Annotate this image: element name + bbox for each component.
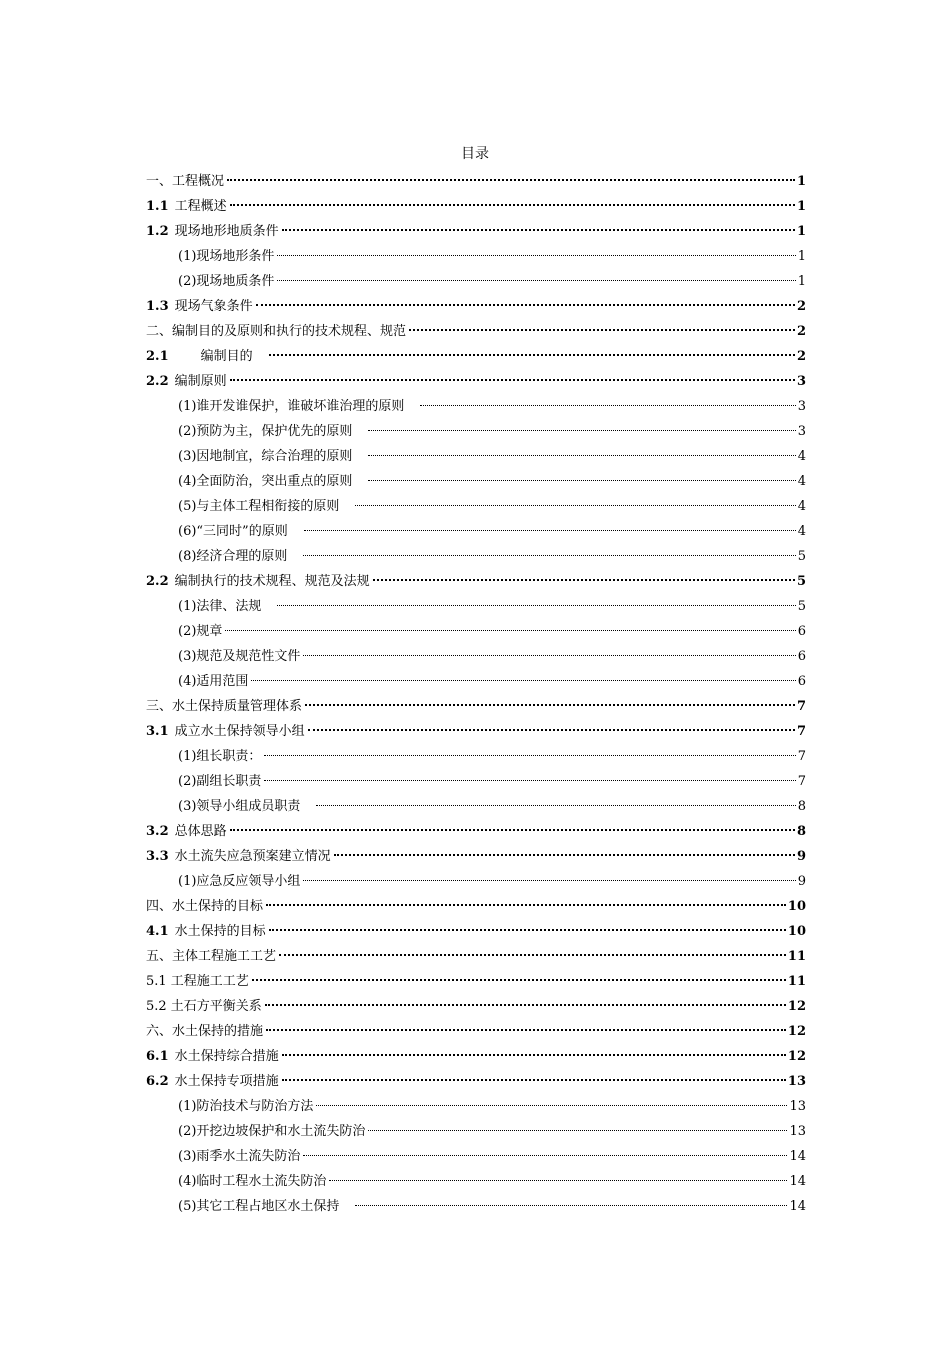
toc-entry-title: 现场气象条件: [174, 299, 253, 314]
toc-entry-title: 水土保持专项措施: [174, 1074, 279, 1089]
toc-entry-page-number: 4: [797, 499, 806, 514]
toc-entry-title: (5)其它工程占地区水土保持: [178, 1199, 353, 1214]
toc-dot-leader: [266, 1029, 786, 1031]
toc-entry-page-number: 2: [796, 349, 806, 364]
toc-dot-leader: [265, 1004, 786, 1006]
toc-entry-title: 成立水土保持领导小组: [174, 724, 305, 739]
toc-entry-title: 五、主体工程施工工艺: [146, 949, 277, 964]
toc-entry-number: 2.1: [146, 349, 169, 364]
toc-entry-title: (3)因地制宜，综合治理的原则: [178, 449, 366, 464]
toc-entry[interactable]: [146, 169, 806, 194]
toc-entry-title: 编制原则: [174, 374, 227, 389]
toc-entry-number: 4.1: [146, 924, 169, 939]
toc-entry-title: 现场地形地质条件: [174, 224, 279, 239]
toc-entry-number: 1.1: [146, 199, 169, 214]
toc-entry-title: 三、水土保持质量管理体系: [146, 699, 303, 714]
toc-entry-page-number: 8: [797, 799, 806, 814]
toc-entry-title: (1)防治技术与防治方法: [178, 1099, 314, 1114]
toc-entry-page-number: 7: [796, 724, 806, 739]
toc-entry-page-number: 1: [796, 224, 806, 239]
toc-entry-page-number: 7: [797, 774, 806, 789]
toc-entry-title: 水土流失应急预案建立情况: [174, 849, 331, 864]
toc-entry-title: (1)现场地形条件: [178, 249, 275, 264]
toc-entry[interactable]: [146, 219, 806, 244]
toc-title: 目录: [461, 146, 489, 162]
toc-entry[interactable]: [146, 469, 806, 494]
toc-dot-leader: [368, 1130, 787, 1131]
toc-entry[interactable]: [146, 244, 806, 269]
toc-dot-leader: [277, 255, 795, 256]
toc-dot-leader: [269, 354, 795, 356]
toc-entry-page-number: 7: [797, 749, 806, 764]
toc-entry-page-number: 3: [797, 424, 806, 439]
toc-entry-title: 六、水土保持的措施: [146, 1024, 264, 1039]
toc-entry-page-number: 10: [787, 924, 806, 939]
toc-entry-page-number: 12: [787, 1024, 806, 1039]
toc-dot-leader: [282, 1054, 786, 1056]
toc-entry[interactable]: [146, 1169, 806, 1194]
toc-dot-leader: [355, 1205, 787, 1206]
toc-dot-leader: [303, 1155, 787, 1156]
toc-entry[interactable]: [146, 394, 806, 419]
toc-entry-title: (4)适用范围: [178, 674, 249, 689]
toc-entry-title: 工程概述: [174, 199, 227, 214]
toc-entry-title: (2)现场地质条件: [178, 274, 275, 289]
toc-dot-leader: [305, 704, 795, 706]
toc-entry-title: 5.2 土石方平衡关系: [146, 999, 262, 1014]
toc-entry-page-number: 12: [787, 1049, 806, 1064]
toc-entry-page-number: 4: [797, 474, 806, 489]
toc-entry-title: 编制执行的技术规程、规范及法规: [174, 574, 370, 589]
toc-dot-leader: [308, 729, 795, 731]
toc-dot-leader: [334, 854, 795, 856]
toc-entry-page-number: 6: [797, 649, 806, 664]
toc-dot-leader: [266, 904, 786, 906]
toc-entry-page-number: 2: [796, 324, 806, 339]
toc-dot-leader: [420, 405, 795, 406]
toc-entry-page-number: 12: [787, 999, 806, 1014]
toc-dot-leader: [304, 530, 796, 531]
toc-entry-title: 水土保持的目标: [174, 924, 266, 939]
toc-entry-title: 5.1 工程施工工艺: [146, 974, 249, 989]
toc-entry[interactable]: [146, 1119, 806, 1144]
toc-entry-number: 1.3: [146, 299, 169, 314]
toc-entry[interactable]: [146, 819, 806, 844]
toc-dot-leader: [225, 630, 795, 631]
toc-dot-leader: [368, 430, 795, 431]
table-of-contents: [146, 169, 806, 1219]
toc-entry-page-number: 2: [796, 299, 806, 314]
toc-entry-title: (1)谁开发谁保护，谁破坏谁治理的原则: [178, 399, 418, 414]
toc-dot-leader: [279, 954, 786, 956]
toc-entry-page-number: 13: [789, 1099, 806, 1114]
toc-dot-leader: [368, 480, 795, 481]
toc-entry-page-number: 13: [789, 1124, 806, 1139]
toc-entry-page-number: 14: [789, 1199, 806, 1214]
toc-dot-leader: [230, 204, 795, 206]
toc-entry[interactable]: [146, 344, 806, 369]
toc-dot-leader: [282, 229, 795, 231]
toc-entry[interactable]: [146, 769, 806, 794]
toc-entry-page-number: 5: [796, 574, 806, 589]
toc-entry-page-number: 10: [787, 899, 806, 914]
toc-entry-title: (3)领导小组成员职责: [178, 799, 314, 814]
toc-dot-leader: [277, 605, 795, 606]
toc-entry[interactable]: [146, 744, 806, 769]
toc-entry[interactable]: [146, 294, 806, 319]
toc-entry-page-number: 11: [787, 949, 806, 964]
toc-entry-title: 二、编制目的及原则和执行的技术规程、规范: [146, 324, 407, 339]
toc-entry-title: (1)组长职责：: [178, 749, 262, 764]
toc-entry[interactable]: [146, 369, 806, 394]
toc-entry[interactable]: [146, 569, 806, 594]
toc-entry[interactable]: [146, 319, 806, 344]
toc-entry-title: (4)临时工程水土流失防治: [178, 1174, 327, 1189]
toc-entry-page-number: 1: [797, 274, 806, 289]
toc-entry[interactable]: [146, 844, 806, 869]
toc-entry-title: (2)开挖边坡保护和水土流失防治: [178, 1124, 366, 1139]
toc-entry-page-number: 5: [797, 599, 806, 614]
toc-dot-leader: [264, 780, 795, 781]
toc-dot-leader: [409, 329, 795, 331]
toc-entry-page-number: 1: [796, 199, 806, 214]
toc-entry-page-number: 3: [797, 399, 806, 414]
toc-entry[interactable]: [146, 1144, 806, 1169]
toc-entry-title: (2)预防为主，保护优先的原则: [178, 424, 366, 439]
toc-entry-page-number: 5: [797, 549, 806, 564]
toc-entry[interactable]: [146, 444, 806, 469]
toc-entry-page-number: 4: [797, 449, 806, 464]
toc-entry-title: (1)应急反应领导小组: [178, 874, 301, 889]
toc-dot-leader: [303, 880, 795, 881]
toc-dot-leader: [230, 829, 795, 831]
toc-entry-number: 3.3: [146, 849, 169, 864]
toc-entry[interactable]: [146, 794, 806, 819]
toc-entry-title: (2)副组长职责: [178, 774, 262, 789]
toc-entry[interactable]: [146, 1044, 806, 1069]
toc-entry-page-number: 6: [797, 624, 806, 639]
toc-entry[interactable]: [146, 894, 806, 919]
toc-dot-leader: [329, 1180, 787, 1181]
toc-entry-page-number: 1: [797, 249, 806, 264]
toc-entry[interactable]: [146, 719, 806, 744]
toc-entry-page-number: 3: [796, 374, 806, 389]
toc-entry[interactable]: [146, 644, 806, 669]
toc-entry[interactable]: [146, 669, 806, 694]
toc-dot-leader: [316, 805, 795, 806]
toc-entry[interactable]: [146, 919, 806, 944]
toc-dot-leader: [230, 379, 795, 381]
toc-entry[interactable]: [146, 1069, 806, 1094]
toc-entry[interactable]: [146, 694, 806, 719]
toc-entry-title: (5)与主体工程相衔接的原则: [178, 499, 353, 514]
toc-dot-leader: [252, 979, 786, 981]
toc-entry-number: 1.2: [146, 224, 169, 239]
toc-entry-number: 3.1: [146, 724, 169, 739]
toc-entry[interactable]: [146, 944, 806, 969]
toc-entry-title: (2)规章: [178, 624, 223, 639]
toc-dot-leader: [256, 304, 795, 306]
toc-entry[interactable]: [146, 269, 806, 294]
toc-entry-title: (3)雨季水土流失防治: [178, 1149, 301, 1164]
toc-entry[interactable]: [146, 1094, 806, 1119]
toc-entry-page-number: 9: [796, 849, 806, 864]
toc-entry-page-number: 1: [796, 174, 806, 189]
toc-entry-page-number: 6: [797, 674, 806, 689]
toc-entry-title: 四、水土保持的目标: [146, 899, 264, 914]
toc-entry[interactable]: [146, 969, 806, 994]
toc-entry-page-number: 14: [789, 1149, 806, 1164]
toc-entry[interactable]: [146, 994, 806, 1019]
toc-dot-leader: [227, 179, 795, 181]
toc-entry-number: 6.2: [146, 1074, 169, 1089]
toc-entry-title: (3)规范及规范性文件: [178, 649, 301, 664]
toc-dot-leader: [251, 680, 795, 681]
toc-dot-leader: [303, 555, 795, 556]
toc-entry-page-number: 7: [796, 699, 806, 714]
toc-entry-number: 6.1: [146, 1049, 169, 1064]
toc-entry[interactable]: [146, 594, 806, 619]
toc-dot-leader: [303, 655, 795, 656]
toc-entry[interactable]: [146, 1194, 806, 1219]
toc-entry-page-number: 8: [796, 824, 806, 839]
toc-entry-title: (8)经济合理的原则: [178, 549, 301, 564]
toc-dot-leader: [264, 755, 795, 756]
toc-entry[interactable]: [146, 519, 806, 544]
toc-dot-leader: [373, 579, 795, 581]
toc-entry[interactable]: [146, 544, 806, 569]
toc-entry[interactable]: [146, 494, 806, 519]
toc-dot-leader: [316, 1105, 787, 1106]
toc-dot-leader: [277, 280, 795, 281]
toc-entry[interactable]: [146, 869, 806, 894]
toc-dot-leader: [368, 455, 795, 456]
toc-entry-title: 编制目的: [174, 349, 266, 364]
toc-dot-leader: [282, 1079, 786, 1081]
toc-entry-title: 一、工程概况: [146, 174, 225, 189]
toc-entry-number: 2.2: [146, 574, 169, 589]
toc-entry-page-number: 14: [789, 1174, 806, 1189]
toc-entry-page-number: 4: [797, 524, 806, 539]
toc-entry-number: 3.2: [146, 824, 169, 839]
toc-entry[interactable]: [146, 619, 806, 644]
toc-entry-title: (6)“三同时”的原则: [178, 524, 301, 539]
toc-entry-title: 总体思路: [174, 824, 227, 839]
toc-entry[interactable]: [146, 1019, 806, 1044]
toc-entry-title: (4)全面防治，突出重点的原则: [178, 474, 366, 489]
toc-entry-page-number: 9: [797, 874, 806, 889]
toc-entry-page-number: 13: [787, 1074, 806, 1089]
toc-dot-leader: [269, 929, 786, 931]
toc-entry-number: 2.2: [146, 374, 169, 389]
toc-entry[interactable]: [146, 194, 806, 219]
toc-entry-title: 水土保持综合措施: [174, 1049, 279, 1064]
toc-entry-page-number: 11: [787, 974, 806, 989]
toc-entry-title: (1)法律、法规: [178, 599, 275, 614]
toc-entry[interactable]: [146, 419, 806, 444]
toc-dot-leader: [355, 505, 795, 506]
